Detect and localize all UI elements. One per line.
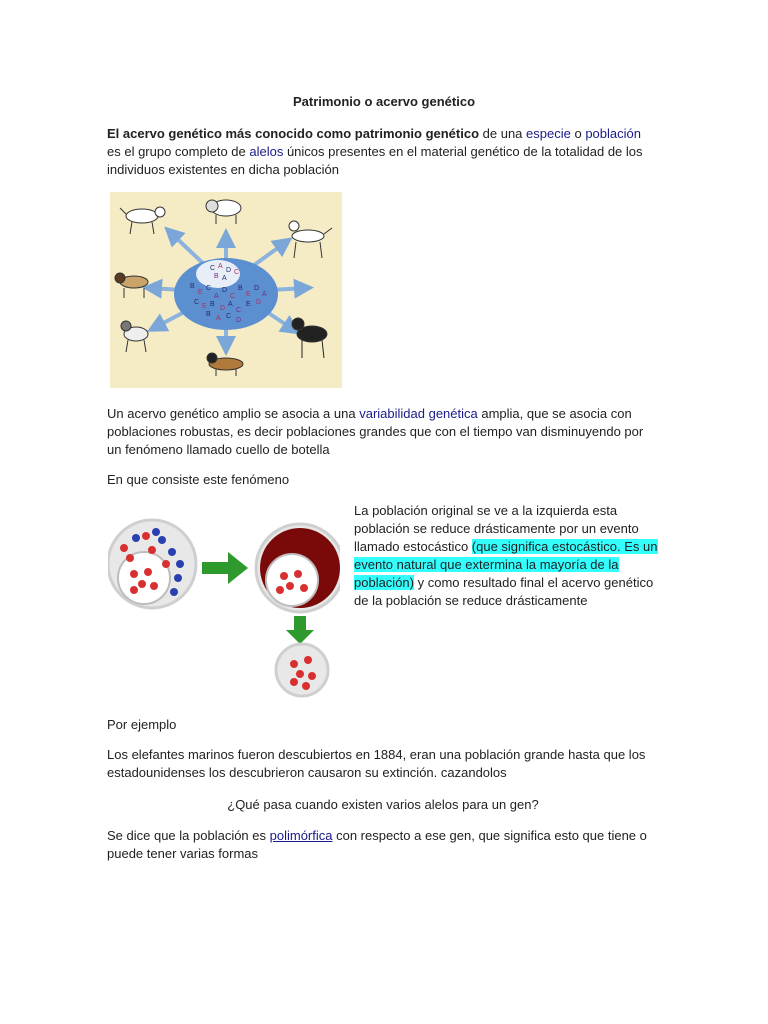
bottleneck-illustration bbox=[108, 516, 340, 698]
bottleneck-explanation bbox=[354, 502, 666, 610]
side-text-2: y como resultado final el acervo genético de la población se reduce drásticamente bbox=[354, 575, 654, 608]
p2-text-1: Un acervo genético amplio se asocia a una bbox=[107, 406, 360, 421]
p6-text-2: con respecto a ese gen, que significa esto que tiene o puede tener varias formas bbox=[107, 828, 647, 861]
allele-letter: D bbox=[236, 317, 242, 324]
survivors-circle bbox=[266, 554, 318, 606]
allele-letter: D bbox=[254, 285, 260, 292]
intro-text-2: o bbox=[570, 126, 586, 141]
page-title: Patrimonio o acervo genético bbox=[292, 94, 476, 109]
allele-letter: C bbox=[234, 269, 240, 276]
highlighted-definition: (que significa estocástico. Es un evento natural que extermina la mayoría de la población) bbox=[354, 539, 658, 590]
phenomenon-question: En que consiste este fenómeno bbox=[107, 472, 290, 487]
allele-letter: A bbox=[218, 263, 223, 270]
link-variabilidad[interactable]: variabilidad genética bbox=[359, 406, 478, 421]
allele-letter: B bbox=[206, 311, 211, 318]
surviving-subpopulation bbox=[118, 552, 170, 604]
allele-letter: B bbox=[190, 283, 195, 290]
allele-letter: D bbox=[220, 305, 226, 312]
allele-letter: A bbox=[262, 291, 267, 298]
allele-letter: E bbox=[246, 301, 251, 308]
variability-paragraph bbox=[107, 405, 655, 459]
allele-letter: E bbox=[198, 289, 203, 296]
example-heading: Por ejemplo bbox=[107, 717, 177, 732]
side-text-1: La población original se ve a la izquierda esta población se reduce drásticamente por un evento llamado estocástico bbox=[354, 503, 639, 554]
intro-text-3: es el grupo completo de bbox=[107, 144, 250, 159]
allele-letter: D bbox=[226, 267, 232, 274]
allele-letter: E bbox=[246, 291, 251, 298]
final-population bbox=[276, 644, 328, 696]
allele-letter: B bbox=[210, 301, 215, 308]
alleles-question: ¿Qué pasa cuando existen varios alelos para un gen? bbox=[227, 797, 539, 812]
p2-text-2: amplia, que se asocia con poblaciones robustas, es decir poblaciones grandes que con el tiempo van disminuyendo por un fenómeno llamado cuello de botella bbox=[107, 406, 644, 457]
elephant-seal-paragraph: Los elefantes marinos fueron descubiertos en 1884, eran una población grande hasta que los estadounidenses los descubrieron causaron su extinción. cazandolos bbox=[107, 747, 646, 780]
link-poblacion[interactable]: población bbox=[585, 126, 641, 141]
arrow-right-icon bbox=[202, 552, 248, 584]
allele-letter: C bbox=[230, 293, 236, 300]
link-alelos[interactable]: alelos bbox=[249, 144, 284, 159]
allele-letter: C bbox=[194, 299, 200, 306]
intro-text-4: únicos presentes en el material genético de la totalidad de los individuos existentes en dicha población bbox=[107, 144, 643, 177]
allele-letter: D bbox=[256, 299, 262, 306]
link-especie[interactable]: especie bbox=[526, 126, 571, 141]
gene-pool-illustration bbox=[110, 192, 342, 388]
arrow-down-icon bbox=[286, 616, 314, 644]
intro-text-1: de una bbox=[479, 126, 527, 141]
allele-letter: A bbox=[214, 293, 219, 300]
allele-letter: A bbox=[228, 301, 233, 308]
allele-letter: C bbox=[226, 313, 232, 320]
gene-pool-figure bbox=[110, 192, 342, 388]
p6-text-1: Se dice que la población es bbox=[107, 828, 270, 843]
polymorphic-paragraph bbox=[107, 827, 663, 863]
allele-letter: A bbox=[222, 275, 227, 282]
intro-bold: El acervo genético más conocido como patrimonio genético bbox=[107, 126, 480, 141]
intro-paragraph bbox=[107, 125, 647, 179]
allele-letter: E bbox=[202, 303, 207, 310]
allele-letter: B bbox=[238, 285, 243, 292]
allele-letter: D bbox=[222, 287, 228, 294]
link-polimorfica[interactable]: polimórfica bbox=[269, 828, 333, 843]
allele-letter: C bbox=[210, 265, 216, 272]
allele-letter: B bbox=[214, 273, 219, 280]
allele-letter: C bbox=[236, 307, 242, 314]
allele-letter: A bbox=[216, 315, 221, 322]
allele-letter: C bbox=[206, 285, 212, 292]
bottleneck-figure bbox=[108, 516, 340, 698]
